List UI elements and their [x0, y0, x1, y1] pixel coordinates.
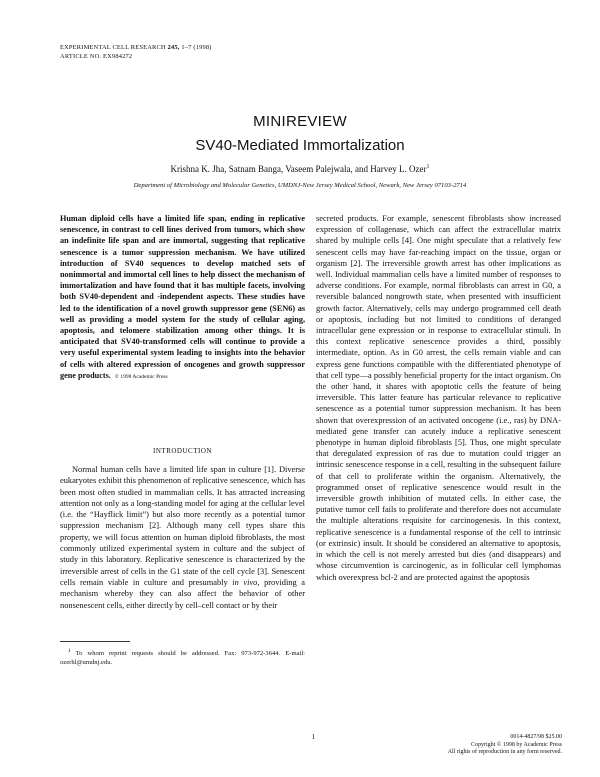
journal-pages: 1–7 (1998) — [181, 44, 212, 51]
introduction-body — [60, 464, 305, 611]
journal-header — [60, 44, 212, 61]
authors-text: Krishna K. Jha, Satnam Banga, Vaseem Palejwala, and Harvey L. Ozer — [170, 164, 427, 174]
footnote — [60, 647, 305, 668]
rights-statement: All rights of reproduction in any form reserved. — [447, 749, 562, 756]
publisher-copyright: Copyright © 1998 by Academic Press — [470, 741, 562, 748]
intro-text-2: , providing a mechanism whereby they can also affect the behavior of other nonsenescent cells, either directly by cell–cell contact or by their — [60, 577, 305, 610]
footnote-line — [60, 647, 305, 668]
journal-citation — [60, 44, 212, 53]
article-number: ARTICLE NO. EX984272 — [60, 52, 133, 60]
abstract — [60, 213, 305, 383]
footnote-mark: 1 — [68, 648, 71, 654]
author-footnote-mark: 1 — [426, 164, 430, 170]
journal-name: EXPERIMENTAL CELL RESEARCH — [60, 44, 166, 51]
intro-in-vivo: in vivo — [232, 577, 258, 587]
footnote-divider — [60, 641, 130, 642]
abstract-copyright: © 1998 Academic Press — [114, 373, 168, 380]
article-title: SV40-Mediated Immortalization — [195, 137, 405, 154]
issn-price: 0014-4827/98 $25.00 — [510, 734, 562, 740]
article-kind: MINIREVIEW — [253, 113, 347, 130]
affiliation: Department of Microbiology and Molecular Genetics, UMDNJ-New Jersey Medical School, Newark, New Jersey 07103-2714 — [133, 182, 467, 189]
intro-text-1: Normal human cells have a limited life span in culture [1]. Diverse eukaryotes exhibit this phenomenon of replicative senescence, which has been most often studied in mammalian cells. It has attracted increasing attention not only as a long-standing model for aging at the cellular level (i.e. the “Hayflick limit”) but also more recently as a potential tumor suppression mechanism [2]. Although many cell types share this property, we will focus attention on human diploid fibroblasts, the most commonly utilized experimental system in culture and the subject of study in this laboratory. Replicative senescence is characterized by the irreversible arrest of cells in the G1 state of the cell cycle [3]. Senescent cells remain viable in culture and presumably — [60, 465, 305, 587]
footnote-text: To whom reprint requests should be addressed. Fax: 973-972-3644. E-mail: ozerhl@umdnj.edu. — [60, 650, 305, 667]
section-heading-introduction: INTRODUCTION — [153, 447, 212, 455]
right-column-body — [316, 213, 561, 583]
abstract-text: Human diploid cells have a limited life span, ending in replicative senescence, in contrast to cell lines derived from tumors, which show an indefinite life span and are immortal, suggesting that replicative senescence is a tumor suppression mechanism. We have utilized introduction of SV40 sequences to develop matched sets of nonimmortal and immortal cell lines to help dissect the mechanism of immortalization and have found that it has multiple facets, involving both SV40-dependent and -independent aspects. These studies have led to the identification of a novel growth suppressor gene (SEN6) as well as providing a model system for the study of cellular aging, apoptosis, and telomere stabilization among other things. It is anticipated that SV40-transformed cells will continue to provide a very useful experimental system leading to insights into the behavior of cells with altered expression of oncogenes and growth suppressor gene products. — [60, 214, 305, 380]
introduction-paragraph — [60, 464, 305, 611]
page-number: 1 — [311, 733, 316, 741]
publisher-info — [448, 734, 562, 757]
journal-volume: 245, — [167, 44, 180, 51]
right-column-paragraph: secreted products. For example, senescent fibroblasts show increased expression of collagenase, which can affect the extracellular matrix shared by multiple cells [4]. One might speculate that a relatively few senescent cells may have far-reaching impact on the tissue, organ or organism [2]. The irreversible growth arrest has other implications as well. Individual mammalian cells have a limited number of responses to adverse conditions. For example, normal fibroblasts can arrest in G0, a reversible balanced nongrowth state, when presented with insufficient growth factor. Alternatively, cells may undergo programmed cell death or apoptosis, including but not limited to conditions of deranged intracellular gene expression or in response to extracellular stimuli. In this context replicative senescence provides a third, possibly intermediate, option. As in G0 arrest, the cells remain viable and can express gene functions compatible with the differentiated phenotype of that cell type—a possibly beneficial property for the intact organism. On the other hand, it shares with apoptotic cells the feature of being irreversible. This latter feature has particular relevance to replicative senescence as a potential tumor suppression mechanism. It has been shown that overexpression of an activated oncogene (i.e., ras) by DNA-mediated gene transfer can acutely induce a replicative senescent phenotype in human diploid fibroblasts [5]. Thus, one might speculate that deregulated expression of ras due to mutation could trigger an intrinsic senescence response in a cell, resulting in the subsequent failure of that cell to proliferate within the organism. Alternatively, the programmed onset of replicative senescence would result in the irreversible growth inhibition of mutated cells. In either case, the putative tumor cell fails to proliferate and therefore does not accumulate the multiple alterations requisite for carcinogenesis. In this context, replicative senescence is a fundamental response of the cell to intrinsic (or extrinsic) insult. It should be considered an alternative to apoptosis, in which the cell is not merely arrested but dies (and disappears) and whose circumvention is carcinogenic, as in follicular cell lymphomas which overexpress bcl-2 and are protected against the apoptosis — [316, 214, 561, 582]
author-list — [0, 164, 600, 174]
